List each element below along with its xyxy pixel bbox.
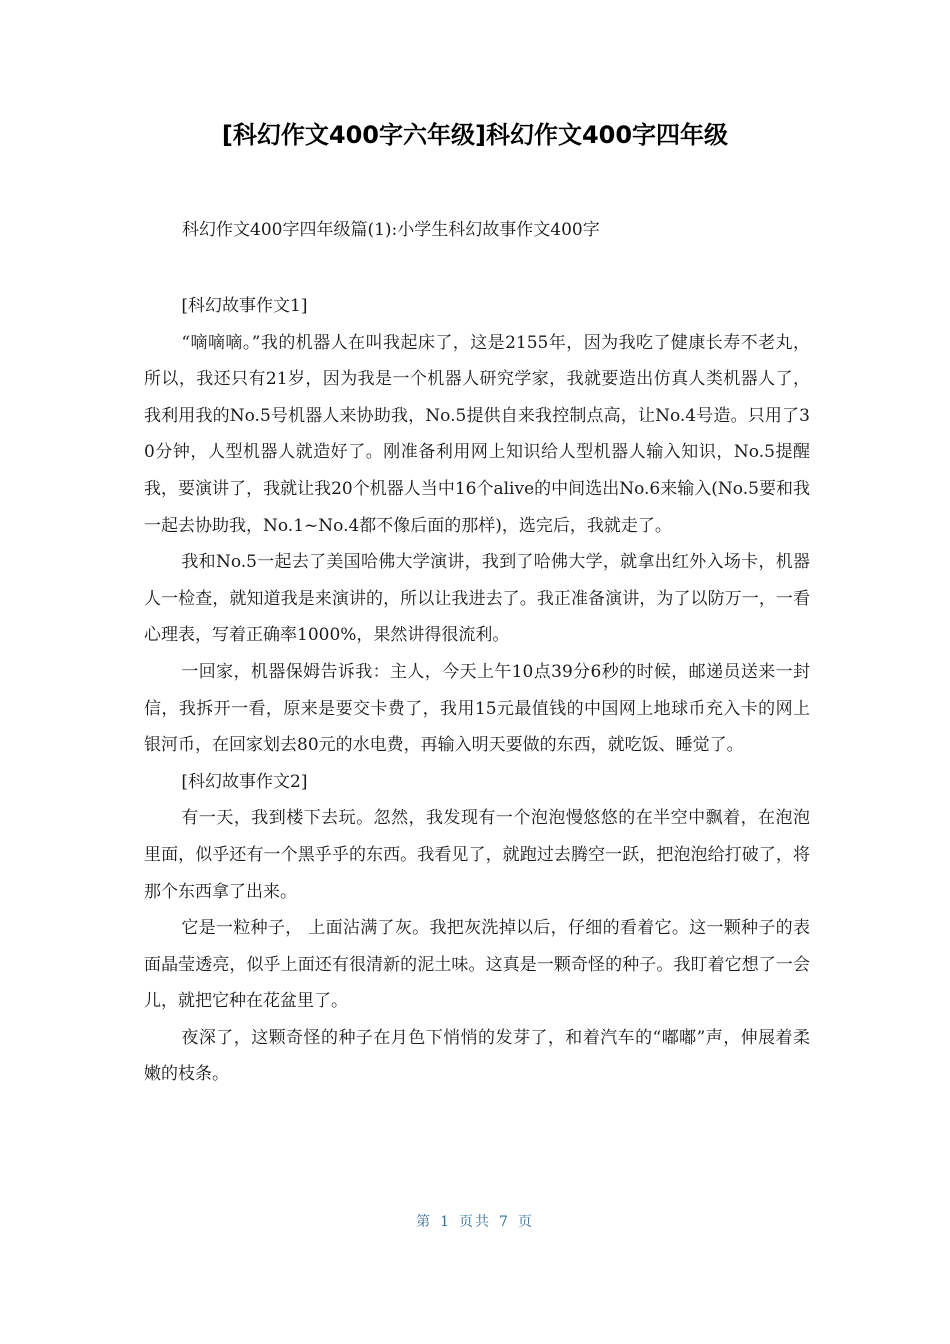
footer-middle: 页共 xyxy=(459,1214,491,1230)
footer-suffix: 页 xyxy=(517,1214,534,1230)
document-body xyxy=(144,288,810,1093)
document-title: [科幻作文400字六年级]科幻作文400字四年级 xyxy=(221,121,729,149)
paragraph: 我和No.5一起去了美国哈佛大学演讲，我到了哈佛大学，就拿出红外入场卡，机器人一检查，就知道我是来演讲的，所以让我进去了。我正准备演讲，为了以防万一，一看心理表，写着正确率1000%，果然讲得很流利。 xyxy=(144,552,810,646)
paragraph: 一回家，机器保姆告诉我：主人，今天上午10点39分6秒的时候，邮递员送来一封信，我拆开一看，原来是要交卡费了，我用15元最值钱的中国网上地球币充入卡的网上银河币，在回家划去80元的水电费，再输入明天要做的东西，就吃饭、睡觉了。 xyxy=(144,661,810,756)
section-heading-story-1: [科幻故事作文1] xyxy=(181,296,308,316)
section-heading-story-2: [科幻故事作文2] xyxy=(181,771,308,792)
paragraph: 有一天，我到楼下去玩。忽然，我发现有一个泡泡慢悠悠的在半空中飘着，在泡泡里面，似乎还有一个黑乎乎的东西。我看见了，就跑过去腾空一跃，把泡泡给打破了，将那个东西拿了出来。 xyxy=(144,808,810,902)
footer-page-number: 1 xyxy=(440,1214,451,1230)
document-subtitle: 科幻作文400字四年级篇(1):小学生科幻故事作文400字 xyxy=(182,220,600,240)
page-footer xyxy=(0,1208,950,1236)
footer-prefix: 第 xyxy=(416,1214,433,1230)
footer-page-total: 7 xyxy=(499,1214,510,1230)
paragraph: 夜深了，这颗奇怪的种子在月色下悄悄的发芽了，和着汽车的“嘟嘟”声，伸展着柔嫩的枝条。 xyxy=(144,1027,810,1085)
paragraph: 它是一粒种子， 上面沾满了灰。我把灰洗掉以后，仔细的看着它。这一颗种子的表面晶莹透亮，似乎上面还有很清新的泥土味。这真是一颗奇怪的种子。我盯着它想了一会儿，就把它种在花盆里了。 xyxy=(144,918,810,1012)
paragraph: “嘀嘀嘀。”我的机器人在叫我起床了，这是2155年，因为我吃了健康长寿不老丸，所以，我还只有21岁，因为我是一个机器人研究学家，我就要造出仿真人类机器人了，我利用我的No.5号机器人来协助我，No.5提供自来我控制点高，让No.4号造。只用了30分钟，人型机器人就造好了。刚准备利用网上知识给人型机器人输入知识，No.5提醒我，要演讲了，我就让我20个机器人当中16个alive的中间选出No.6来输入(No.5要和我一起去协助我，No.1~No.4都不像后面的那样)，选完后，我就走了。 xyxy=(144,332,810,536)
